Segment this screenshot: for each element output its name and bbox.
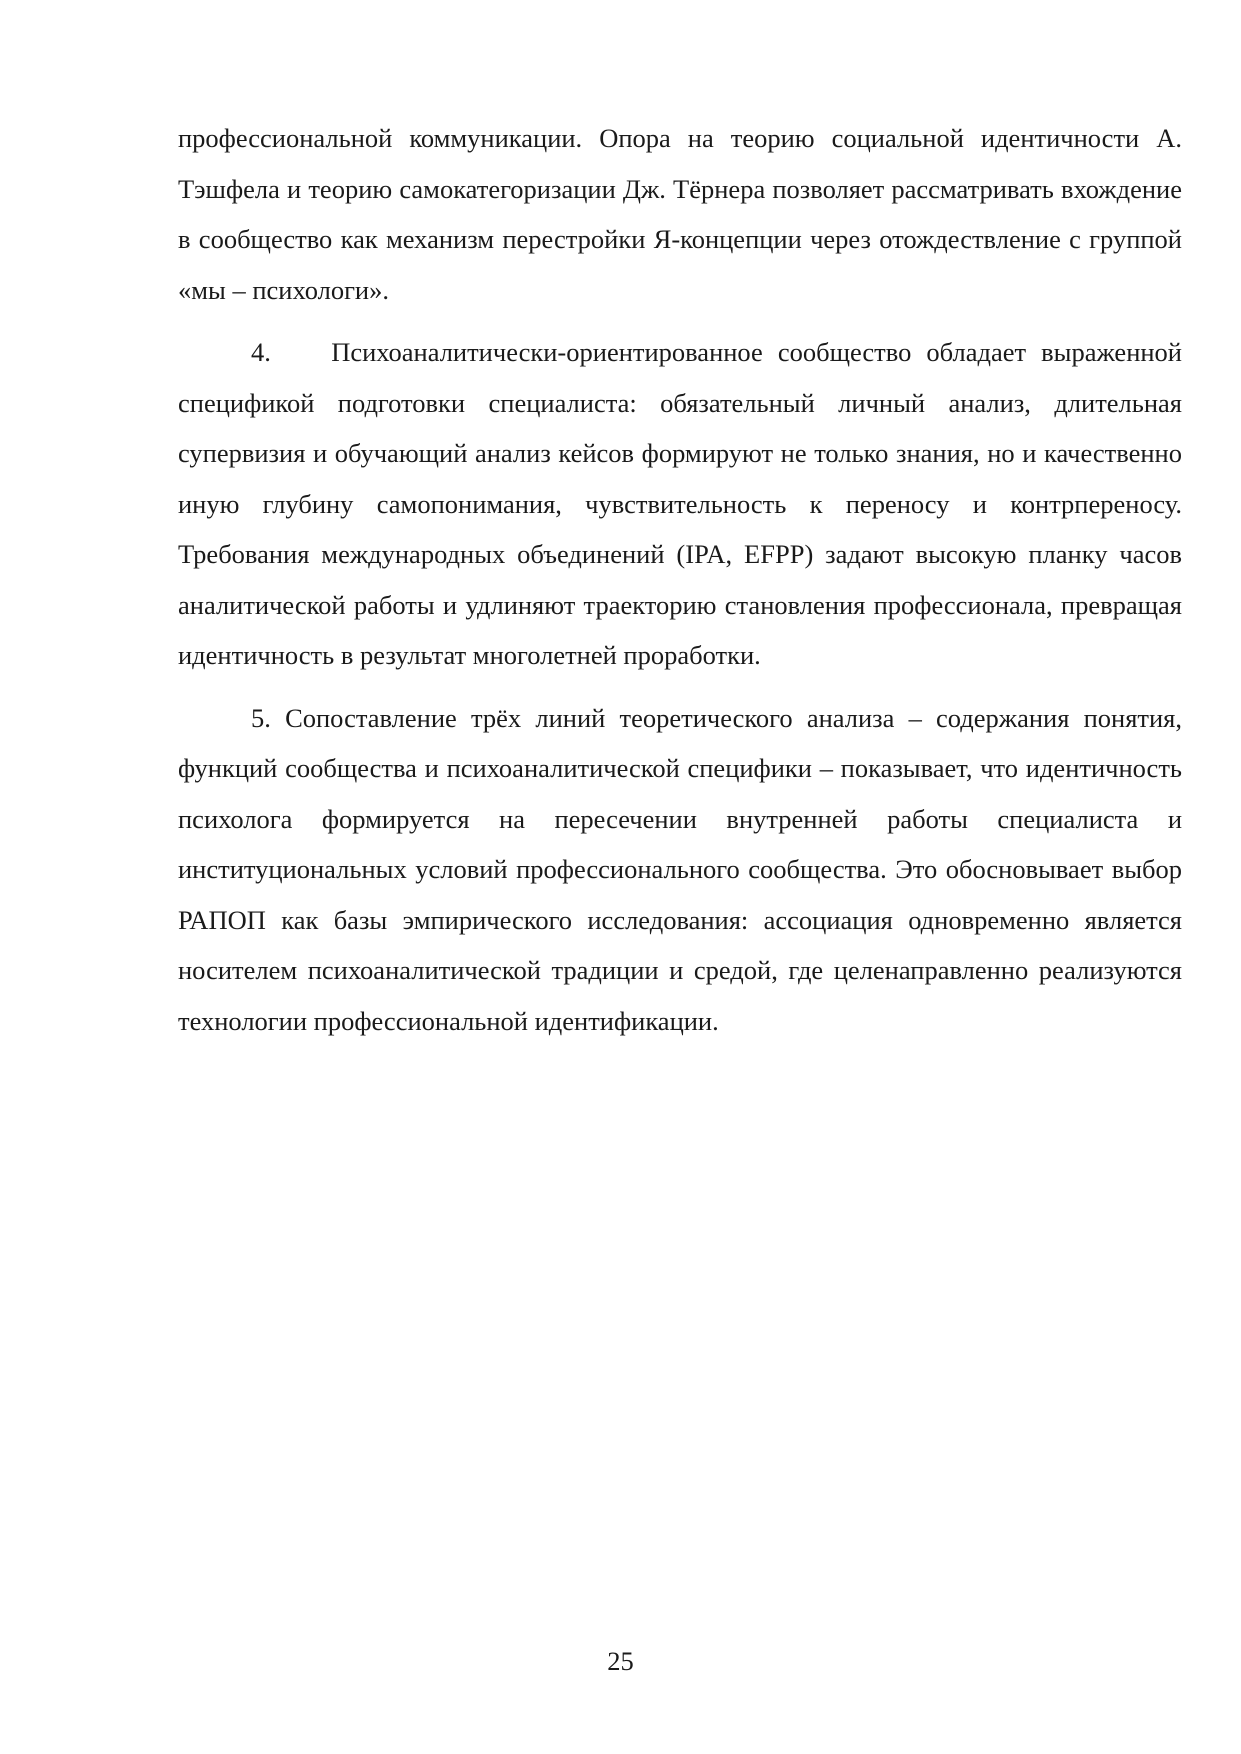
paragraph-item-4: 4. Психоаналитически-ориентированное сообщество обладает выраженной спецификой подготовки специалиста: обязательный личный анализ, длительная супервизия и обучающий анализ кейсов формируют не только знания, но и качественно иную глубину самопонимания, чувствительность к переносу и контрпереносу. Требования международных объединений (IPA, EFPP) задают высокую планку часов аналитической работы и удлиняют траекторию становления профессионала, превращая идентичность в результат многолетней проработки. — [178, 337, 1182, 670]
paragraph-continuation: профессиональной коммуникации. Опора на теорию социальной идентичности А. Тэшфела и теорию самокатегоризации Дж. Тёрнера позволяет рассматривать вхождение в сообщество как механизм перестройки Я-концепции через отождествление с группой «мы – психологи». — [178, 123, 1182, 305]
paragraph-item-5: 5. Сопоставление трёх линий теоретического анализа – содержания понятия, функций сообщества и психоаналитической специфики – показывает, что идентичность психолога формируется на пересечении внутренней работы специалиста и институциональных условий профессионального сообщества. Это обосновывает выбор РАПОП как базы эмпирического исследования: ассоциация одновременно является носителем психоаналитической традиции и средой, где целенаправленно реализуются технологии профессиональной идентификации. — [178, 702, 1182, 1036]
page-body-text — [178, 113, 1182, 1046]
page-number: 25 — [607, 1646, 634, 1676]
